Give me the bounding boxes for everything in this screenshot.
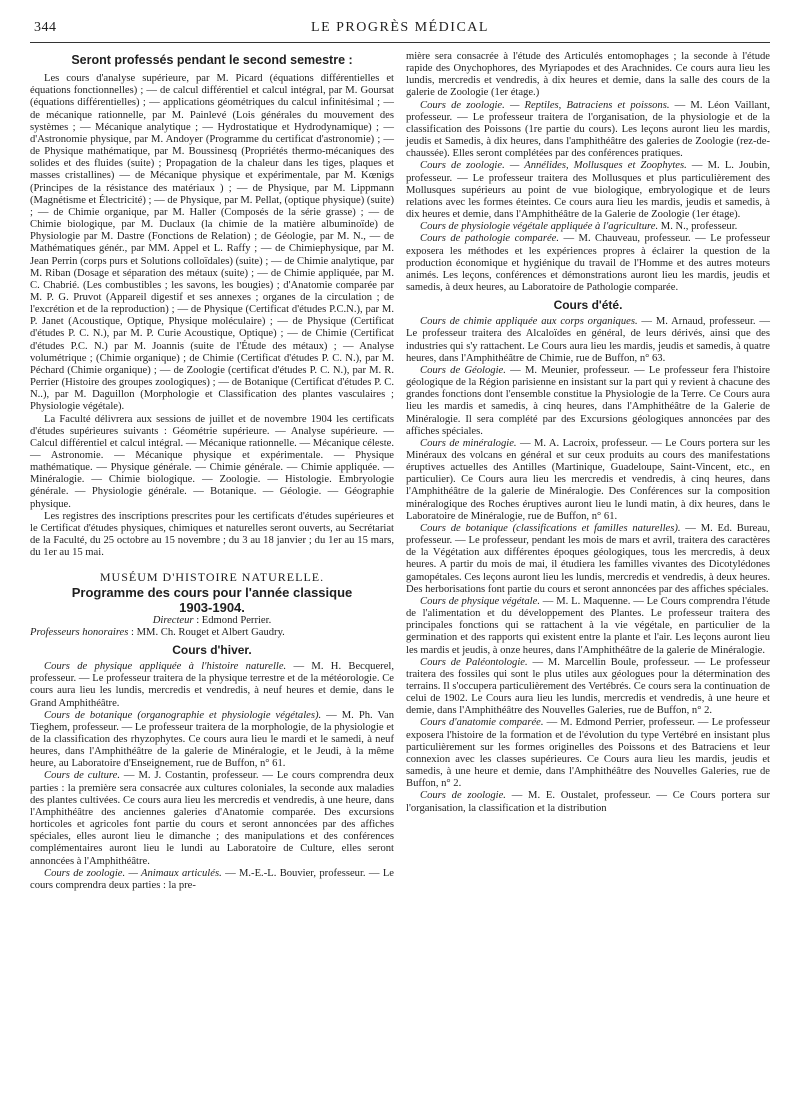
course-title: Cours de culture. bbox=[44, 770, 121, 782]
course-text: — M. L. Maquenne. — Le Cours comprendra l'étude de l'alimentation et du développement des Plantes. Le professeur traitera des principales fonctions qui se rattachent à la vie végétale, en particulier de la germination et des rapports qui existent entre la plante et l'air. Les leçons auront lieu les mardis et jeudis, à onze heures, dans l'Amphithéâtre de la galerie de Minéralogie. bbox=[406, 595, 770, 656]
paragraph-courses: Les cours d'analyse supérieure, par M. Picard (équations différentielles et équations fonctionnelles) ; — de calcul différentiel et calcul intégral, par M. Goursat (équations différentielles) ; — applications géométriques du calcul infinitésimal ; — de mécanique rationnelle, par M. Painlevé (Lois générales du mouvement des systèmes ; — Mécanique analytique ; — Hydrostatique et Hydrodynamique) ; — d'Astronomie physique, par M. Andoyer (Programme du certificat d'astronomie) ; — de Physique mathématique, par M. Boussinesq (Propriétés thermo-mécaniques des solides et des fluides (suite) ; Propagation de la chaleur dans les tiges, plaques et masses cristallines) — de Mécanique physique et expérimentale, par M. Kœnigs (Principes de la résistance des matériaux ) ; — de Physique, par M. Lippmann (Magnétisme et Électricité) ; — de Physique, par M. Pellat, (optique physique) (suite) ; — de Chimie organique, par M. Haller (Composés de la série grasse) ; — de Chimie biologique, par M. Duclaux (la chimie de la matière albuminoïde) de Physiologie par M. Dastre (Fonctions de Relation) ; de Géologie, par M. N., — de Mathématiques génér., par MM. Appel et L. Raffy ; — de Chimiephysique, par M. Jean Perrin (corps purs et Solutions colloïdales) (suite) ; — de Chimie analytique, par M. Riban (Dosage et séparation des métaux (suite) ; — de Chimie appliquée, par M. C. Chabrié. (Les combustibles ; les savons, les bougies) ; d'Anatomie comparée par M. P. G. Pruvot (Appareil digestif et ses annexes ; organes de la circulation ; de l'excrétion et de la reproduction) ; — de Physique (Certificat d'études P.C.N.), par M. P. Janet (Acoustique, Optique, Physique moléculaire) ; — de Physique (Certificat d'études P. C. N.), par M. P. Curie Acoustique, Optique) ; — de Chimie (Certificat d'études P.C. N.) par M. Joannis (suite de l'Étude des métaux) ; — Analyse volumétrique ; (Chimie organique) ; de Chimie (Certificat d'études P. C. N.), par M. Péchard (Chimie organique) ; — de Zoologie (certificat d'études P. C. N.), par M. R. Perrier (Histoire des groupes zoologiques) ; — de Botanique (Certificat d'études P. C. N..), par M. Daguillon (Morphologie et Classification des plantes vasculaires ; Physiologie végétale). bbox=[30, 73, 394, 413]
course-entry bbox=[30, 661, 394, 710]
museum-heading: MUSÉUM D'HISTOIRE NATURELLE. bbox=[99, 570, 325, 585]
course-title: Cours de pathologie comparée. bbox=[420, 233, 560, 245]
course-entry bbox=[406, 657, 770, 718]
course-entry bbox=[30, 770, 394, 867]
header-rule bbox=[30, 42, 770, 43]
course-entry bbox=[406, 523, 770, 596]
course-text: — M. J. Costantin, professeur. — Le cours comprendra deux parties : la première sera consacrée aux cultures coloniales, la seconde aux maladies des plantes cultivées. Ce cours aura lieu les mercredis et vendredis, à une heure, dans l'Amphithéâtre des anciennes galeries d'Anatomie comparée. Des excursions horticoles et agricoles font partie du cours et seront annoncées par des affiches spéciales, elles auront lieu le dimanche ; des manipulations et des conférences complémentaires auront lieu le lundi au Laboratoire de Culture, elles seront annoncées à l'Amphithéâtre. bbox=[30, 770, 394, 867]
course-text: — M.-E.-L. Bouvier, professeur. — Le cours comprendra deux parties : la pre- bbox=[30, 867, 394, 891]
course-entry bbox=[406, 316, 770, 365]
summer-courses-title: Cours d'été. bbox=[553, 298, 623, 313]
course-text: — M. Ph. Van Tieghem, professeur. — Le professeur traitera de la morphologie, de la physiologie et de la classification des rhyzophytes. Ce cours aura lieu le mardi et le samedi, à neuf heures, dans l'Amphithéâtre de la galerie de Minéralogie, et le Jeudi, à la même heure, au Laboratoire d'Enseignement, rue de Buffon, n° 61. bbox=[30, 709, 394, 770]
course-text: M. N., professeur. bbox=[658, 221, 738, 233]
course-entry bbox=[406, 221, 770, 233]
section-title-second-semester: Seront professés pendant le second semestre : bbox=[71, 53, 353, 67]
course-title: Cours d'anatomie comparée. bbox=[420, 717, 544, 729]
course-title: Cours de minéralogie. bbox=[420, 437, 517, 449]
left-column bbox=[30, 51, 394, 892]
course-title: Cours de zoologie. — Annélides, Mollusques et Zoophytes. bbox=[420, 160, 687, 172]
honorary-names: : MM. Ch. Rouget et Albert Gaudry. bbox=[128, 626, 285, 638]
course-title: Cours de Paléontologie. bbox=[420, 656, 528, 668]
running-title: LE PROGRÈS MÉDICAL bbox=[311, 20, 489, 35]
course-entry bbox=[406, 790, 770, 814]
course-title: Cours de zoologie. — Reptiles, Batraciens et poissons. bbox=[420, 99, 670, 111]
page-header bbox=[30, 18, 770, 40]
director-label: Directeur bbox=[152, 614, 194, 626]
right-column bbox=[406, 51, 770, 892]
paragraph-faculty-certificates: La Faculté délivrera aux sessions de juillet et de novembre 1904 les certificats d'études supérieures suivants : Géométrie supérieure. — Analyse supérieure. — Calcul différentiel et calcul intégral. — Mécanique rationnelle. — Mécanique céleste. — Astronomie. — Mécanique physique et expérimentale. — Physique mathématique. — Physique générale. — Chimie générale. — Chimie appliquée. — Minéralogie. — Chimie biologique. — Zoologie. — Histologie. Embryologie générale. — Physiologie générale. — Botanique. — Géologie. — Géographie physique. bbox=[30, 413, 394, 510]
columns bbox=[30, 51, 770, 892]
course-entry bbox=[30, 710, 394, 771]
course-entry bbox=[406, 100, 770, 161]
course-text: — M. A. Lacroix, professeur. — Le Cours portera sur les Minéraux des volcans en général et sur ceux produits au cours des manifestations éruptives actuelles des Antilles (Martinique, Guadeloupe, Saint-Vincent, etc., en particulier). Ce Cours aura lieu les mercredis et vendredis, à cinq heures, dans l'Amphithéâtre de la galerie de Minéralogie. Des Conférences sur la composition minéralogique des Roches éruptives auront lieu le lundi matin, à dix heures, dans le Laboratoire de Minéralogie, rue de Buffon, n° 61. bbox=[406, 437, 771, 522]
course-entry bbox=[406, 160, 770, 221]
course-title: Cours de zoologie. bbox=[420, 790, 506, 802]
course-text: — M. L. Joubin, professeur. — Le professeur traitera des Mollusques et plus particulièrement des Mollusques supérieurs au point de vue biologique, embryologique et de leurs relations avec les formes éteintes. Ce cours aura lieu les mardis, jeudis et samedis, à dix heures et demie, dans l'Amphithéâtre de la Galerie de Zoologie (1er étage). bbox=[406, 160, 770, 221]
course-text: — M. Léon Vaillant, professeur. — Le professeur traitera de l'organisation, de la physiologie et de la classification des Poissons (1re partie du cours). Les leçons auront lieu les mardis, jeudis et Samedis, à dix heures, dans l'amphithéâtre des galeries de Zoologie (rez-de-chaussée). Elles seront complétées par des conférences pratiques. bbox=[406, 99, 770, 160]
course-title: Cours de physique végétale. bbox=[420, 595, 540, 607]
course-title: Cours de physiologie végétale appliquée à l'agriculture. bbox=[420, 221, 659, 233]
program-title: Programme des cours pour l'année classique bbox=[71, 584, 353, 600]
course-title: Cours de botanique (organographie et physiologie végétales). bbox=[44, 709, 322, 721]
course-entry bbox=[406, 596, 770, 657]
course-entry bbox=[406, 717, 770, 790]
course-text: — M. Arnaud, professeur. — Le professeur traitera des Alcaloïdes en général, de leurs dérivés, ainsi que des industries qui s'y rattachent. Le Cours aura lieu les mardis, jeudis et samedis, à quatre heures, dans l'Amphithéâtre de Chimie, rue de Buffon, n° 63. bbox=[406, 316, 770, 364]
course-entry bbox=[30, 868, 394, 892]
director-line bbox=[30, 615, 394, 627]
course-text: — M. Marcellin Boule, professeur. — Le professeur traitera des fossiles qui sont le plus utiles aux géologues pour la détermination des terrains. Il s'occupera particulièrement des Vertébrés. Ce cours sera la continuation de celui de 1902. Le Cours aura lieu les lundis, mercredis et vendredis, à une heure et demie, dans l'Amphithéâtre des Nouvelles Galeries, rue de Buffon, n° 2. bbox=[406, 656, 771, 717]
course-entry bbox=[406, 233, 770, 294]
course-text: — M. Edmond Perrier, professeur. — Le professeur exposera l'histoire de la formation et de l'évolution du type Vertébré en insistant plus particulièrement sur les formes originelles des Poissons et des Batraciens et leur connexion avec les classes supérieures. Ce Cours aura lieu les mardis, jeudis et samedis, à une heure et demie, dans l'Amphithéâtre des Nouvelles Galeries, rue de Buffon, n° 2. bbox=[406, 717, 770, 790]
course-text: — M. Meunier, professeur. — Le professeur fera l'histoire géologique de la Région parisienne en insistant sur la part qui y revient à chacune des grandes fonctions dont l'ensemble constitue la Physiologie de la Terre. Ce Cours aura lieu les mardis et samedis, à cinq heures, dans l'Amphithéâtre de la Galerie de Minéralogie. Il sera complété par des Excursions géologiques annoncées par des affiches spéciales. bbox=[406, 364, 770, 437]
course-title: Cours de botanique (classifications et familles naturelles). bbox=[420, 522, 681, 534]
winter-courses-title: Cours d'hiver. bbox=[172, 642, 252, 657]
director-name: : Edmond Perrier. bbox=[193, 614, 272, 626]
course-text: — M. Chauveau, professeur. — Le professeur exposera les méthodes et les expériences propres à éclairer la question de la production économique et hygiénique du travail de l'Homme et des autres moteurs animés. Les leçons, conférences et démonstrations auront lieu les mardis, jeudis et samedis, à deux heures, au Laboratoire de Pathologie comparée. bbox=[406, 233, 770, 293]
course-entry bbox=[406, 365, 770, 438]
course-text: — M. E. Oustalet, professeur. — Ce Cours portera sur l'organisation, la classification et la distribution bbox=[406, 790, 770, 814]
honorary-label: Professeurs honoraires bbox=[30, 626, 129, 638]
paragraph-registers: Les registres des inscriptions prescrites pour les certificats d'études supérieures et le Certificat d'études physiques, chimiques et naturelles seront ouverts, au Secrétariat de la Faculté, du 25 octobre au 15 novembre ; du 3 au 18 janvier ; du 1er au 15 mars, du 1er au 15 mai. bbox=[30, 510, 394, 559]
honorary-line bbox=[30, 627, 394, 639]
course-title: Cours de physique appliquée à l'histoire naturelle. bbox=[44, 661, 287, 673]
continued-text: mière sera consacrée à l'étude des Articulés entomophages ; la seconde à l'étude rapide des Onychophores, des Myriapodes et des Arachnides. Ce cours aura lieu les lundis, mercredis et vendredis, à dix heures et demie, dans la salle des cours de la galerie de Zoologie (1er étage.) bbox=[406, 51, 770, 99]
course-title: Cours de chimie appliquée aux corps organiques. bbox=[420, 316, 638, 328]
course-title: Cours de Géologie. bbox=[420, 364, 506, 376]
course-text: — M. H. Becquerel, professeur. — Le professeur traitera de la physique terrestre et de la météorologie. Ce cours aura lieu les lundis, mercredis et vendredis, à neuf heures et demie, dans le Grand Amphithéâtre. bbox=[30, 661, 394, 709]
course-entry bbox=[406, 438, 770, 523]
course-text: — M. Ed. Bureau, professeur. — Le professeur, pendant les mois de mars et avril, traitera des caractères de la Végétation aux différentes époques géologiques, tous les mercredis, à deux heures. A partir du mois de mai, il étudiera les familles vivantes des Dicotylédones gamopétales. Ces leçons auront lieu les lundis, mercredis et vendredis, à deux heures. Des herborisations font partie du cours et seront annoncées par des affiches spéciales. bbox=[406, 522, 770, 595]
page-number: 344 bbox=[34, 20, 57, 35]
program-year: 1903-1904. bbox=[179, 599, 245, 615]
course-title: Cours de zoologie. — Animaux articulés. bbox=[44, 867, 222, 879]
